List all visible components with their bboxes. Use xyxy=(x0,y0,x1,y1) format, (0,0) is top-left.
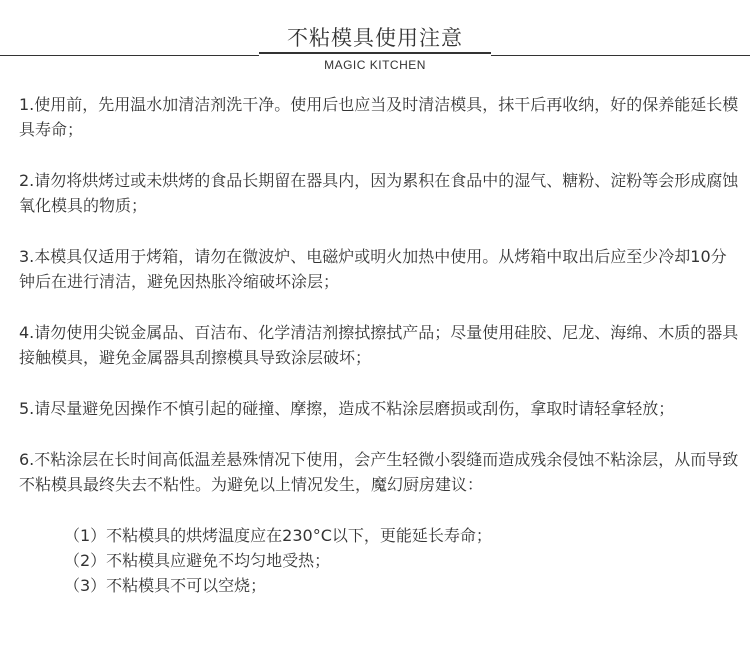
suggestion-item-1: （1）不粘模具的烘烤温度应在230°C以下，更能延长寿命； xyxy=(64,526,492,545)
brand-subtitle: MAGIC KITCHEN xyxy=(324,58,426,72)
instruction-item-4: 4.请勿使用尖锐金属品、百洁布、化学清洁剂擦拭擦拭产品；尽量使用硅胶、尼龙、海绵、木质的器具接触模具，避免金属器具刮擦模具导致涂层破坏； xyxy=(19,323,739,367)
instruction-item-6: 6.不粘涂层在长时间高低温差悬殊情况下使用，会产生轻微小裂缝而造成残余侵蚀不粘涂层，从而导致不粘模具最终失去不粘性。为避免以上情况发生，魔幻厨房建议： xyxy=(19,450,739,494)
suggestion-list xyxy=(64,523,741,598)
instruction-item-2: 2.请勿将烘烤过或未烘烤的食品长期留在器具内，因为累积在食品中的湿气、糖粉、淀粉等会形成腐蚀氧化模具的物质； xyxy=(19,171,739,215)
page-title: 不粘模具使用注意 xyxy=(287,26,463,50)
instruction-item-1: 1.使用前，先用温水加清洁剂洗干净。使用后也应当及时清洁模具，抹干后再收纳，好的保养能延长模具寿命； xyxy=(19,95,739,139)
instruction-item-3: 3.本模具仅适用于烤箱，请勿在微波炉、电磁炉或明火加热中使用。从烤箱中取出后应至少冷却10分钟后在进行清洁，避免因热胀冷缩破坏涂层； xyxy=(19,247,727,291)
suggestion-item-2: （2）不粘模具应避免不均匀地受热； xyxy=(64,551,331,570)
instructions xyxy=(19,92,741,598)
title-underline xyxy=(259,52,491,54)
instruction-item-5: 5.请尽量避免因操作不慎引起的碰撞、摩擦，造成不粘涂层磨损或刮伤，拿取时请轻拿轻放； xyxy=(19,399,675,418)
suggestion-item-3: （3）不粘模具不可以空烧； xyxy=(64,576,267,595)
header xyxy=(0,0,750,80)
